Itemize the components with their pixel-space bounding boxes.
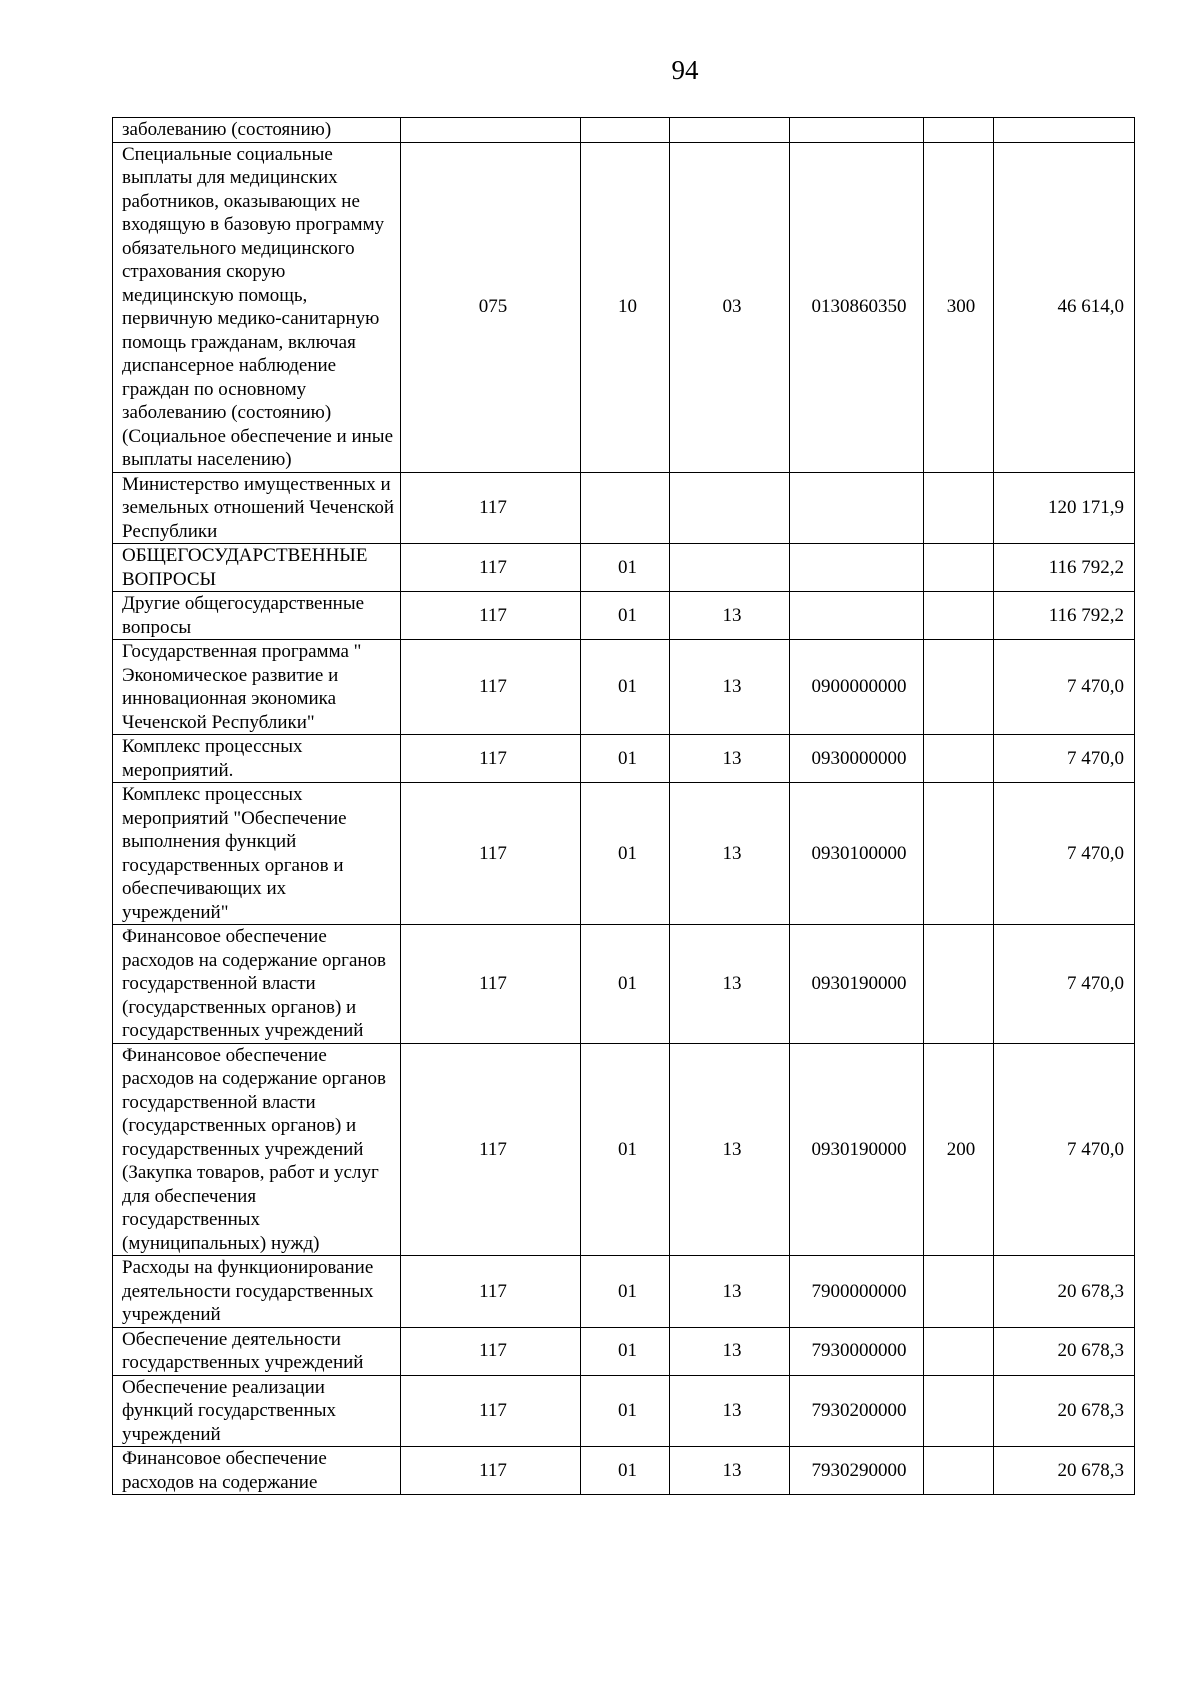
table-row (113, 640, 1135, 735)
target-article-cell: 0900000000 (790, 640, 924, 735)
target-article-cell: 0130860350 (790, 142, 924, 472)
amount-cell: 7 470,0 (994, 640, 1135, 735)
subsection-code-cell (670, 118, 790, 143)
section-code-cell: 01 (581, 1256, 670, 1328)
expense-type-cell (924, 118, 994, 143)
ministry-code-cell: 117 (401, 544, 581, 592)
amount-cell: 7 470,0 (994, 925, 1135, 1044)
target-article-cell: 0930000000 (790, 735, 924, 783)
section-code-cell: 01 (581, 1043, 670, 1256)
section-code-cell: 01 (581, 735, 670, 783)
ministry-code-cell: 117 (401, 592, 581, 640)
subsection-code-cell: 13 (670, 1375, 790, 1447)
subsection-code-cell: 03 (670, 142, 790, 472)
row-name-cell: Финансовое обеспечение расходов на содержание (113, 1447, 401, 1495)
row-name-cell: Государственная программа " Экономическое развитие и инновационная экономика Чеченской Республики" (113, 640, 401, 735)
table-row (113, 544, 1135, 592)
subsection-code-cell (670, 472, 790, 544)
section-code-cell: 01 (581, 640, 670, 735)
section-code-cell: 01 (581, 783, 670, 925)
subsection-code-cell: 13 (670, 640, 790, 735)
table-row (113, 1256, 1135, 1328)
section-code-cell (581, 118, 670, 143)
expense-type-cell (924, 640, 994, 735)
amount-cell: 7 470,0 (994, 735, 1135, 783)
expense-type-cell (924, 735, 994, 783)
target-article-cell: 7900000000 (790, 1256, 924, 1328)
ministry-code-cell: 075 (401, 142, 581, 472)
row-name-cell: заболеванию (состоянию) (113, 118, 401, 143)
table-row (113, 735, 1135, 783)
row-name-cell: Финансовое обеспечение расходов на содержание органов государственной власти (государственных органов) и государственных учреждений (Закупка товаров, работ и услуг для обеспечения государственных (муниципальных) нужд) (113, 1043, 401, 1256)
table-row (113, 1327, 1135, 1375)
expense-type-cell (924, 1256, 994, 1328)
target-article-cell (790, 592, 924, 640)
ministry-code-cell: 117 (401, 1447, 581, 1495)
section-code-cell: 01 (581, 1447, 670, 1495)
row-name-cell: Комплекс процессных мероприятий "Обеспечение выполнения функций государственных органов и обеспечивающих их учреждений" (113, 783, 401, 925)
table-body (113, 118, 1135, 1495)
section-code-cell: 10 (581, 142, 670, 472)
subsection-code-cell: 13 (670, 1256, 790, 1328)
target-article-cell: 0930100000 (790, 783, 924, 925)
expense-type-cell (924, 925, 994, 1044)
table-row (113, 1447, 1135, 1495)
ministry-code-cell: 117 (401, 783, 581, 925)
target-article-cell: 7930200000 (790, 1375, 924, 1447)
ministry-code-cell: 117 (401, 735, 581, 783)
target-article-cell (790, 472, 924, 544)
table-row (113, 118, 1135, 143)
table-row (113, 1043, 1135, 1256)
ministry-code-cell (401, 118, 581, 143)
row-name-cell: Расходы на функционирование деятельности государственных учреждений (113, 1256, 401, 1328)
section-code-cell: 01 (581, 1327, 670, 1375)
row-name-cell: Другие общегосударственные вопросы (113, 592, 401, 640)
target-article-cell (790, 118, 924, 143)
section-code-cell: 01 (581, 1375, 670, 1447)
expense-type-cell (924, 1447, 994, 1495)
table-row (113, 1375, 1135, 1447)
ministry-code-cell: 117 (401, 925, 581, 1044)
subsection-code-cell: 13 (670, 1327, 790, 1375)
subsection-code-cell: 13 (670, 1447, 790, 1495)
target-article-cell: 7930290000 (790, 1447, 924, 1495)
table-row (113, 925, 1135, 1044)
section-code-cell: 01 (581, 544, 670, 592)
target-article-cell: 7930000000 (790, 1327, 924, 1375)
ministry-code-cell: 117 (401, 1375, 581, 1447)
row-name-cell: Обеспечение деятельности государственных учреждений (113, 1327, 401, 1375)
ministry-code-cell: 117 (401, 472, 581, 544)
row-name-cell: Комплекс процессных мероприятий. (113, 735, 401, 783)
ministry-code-cell: 117 (401, 640, 581, 735)
subsection-code-cell (670, 544, 790, 592)
ministry-code-cell: 117 (401, 1256, 581, 1328)
amount-cell: 20 678,3 (994, 1447, 1135, 1495)
page-number: 94 (671, 55, 699, 85)
section-code-cell (581, 472, 670, 544)
ministry-code-cell: 117 (401, 1327, 581, 1375)
expense-type-cell (924, 1375, 994, 1447)
amount-cell: 20 678,3 (994, 1327, 1135, 1375)
table-row (113, 592, 1135, 640)
ministry-code-cell: 117 (401, 1043, 581, 1256)
amount-cell: 7 470,0 (994, 1043, 1135, 1256)
expense-type-cell (924, 783, 994, 925)
section-code-cell: 01 (581, 592, 670, 640)
row-name-cell: Обеспечение реализации функций государственных учреждений (113, 1375, 401, 1447)
expense-type-cell (924, 1327, 994, 1375)
amount-cell (994, 118, 1135, 143)
expense-type-cell: 200 (924, 1043, 994, 1256)
subsection-code-cell: 13 (670, 1043, 790, 1256)
budget-table (112, 117, 1135, 1495)
table-row (113, 472, 1135, 544)
section-code-cell: 01 (581, 925, 670, 1044)
row-name-cell: ОБЩЕГОСУДАРСТВЕННЫЕ ВОПРОСЫ (113, 544, 401, 592)
amount-cell: 116 792,2 (994, 592, 1135, 640)
subsection-code-cell: 13 (670, 592, 790, 640)
subsection-code-cell: 13 (670, 735, 790, 783)
expense-type-cell (924, 544, 994, 592)
amount-cell: 20 678,3 (994, 1375, 1135, 1447)
row-name-cell: Специальные социальные выплаты для медицинских работников, оказывающих не входящую в базовую программу обязательного медицинского страхования скорую медицинскую помощь, первичную медико-санитарную помощь гражданам, включая диспансерное наблюдение граждан по основному заболеванию (состоянию) (Социальное обеспечение и иные выплаты населению) (113, 142, 401, 472)
target-article-cell (790, 544, 924, 592)
expense-type-cell (924, 472, 994, 544)
amount-cell: 46 614,0 (994, 142, 1135, 472)
table-row (113, 142, 1135, 472)
amount-cell: 20 678,3 (994, 1256, 1135, 1328)
target-article-cell: 0930190000 (790, 1043, 924, 1256)
subsection-code-cell: 13 (670, 925, 790, 1044)
target-article-cell: 0930190000 (790, 925, 924, 1044)
amount-cell: 116 792,2 (994, 544, 1135, 592)
table-row (113, 783, 1135, 925)
amount-cell: 7 470,0 (994, 783, 1135, 925)
expense-type-cell (924, 592, 994, 640)
expense-type-cell: 300 (924, 142, 994, 472)
row-name-cell: Финансовое обеспечение расходов на содержание органов государственной власти (государственных органов) и государственных учреждений (113, 925, 401, 1044)
subsection-code-cell: 13 (670, 783, 790, 925)
row-name-cell: Министерство имущественных и земельных отношений Чеченской Республики (113, 472, 401, 544)
amount-cell: 120 171,9 (994, 472, 1135, 544)
